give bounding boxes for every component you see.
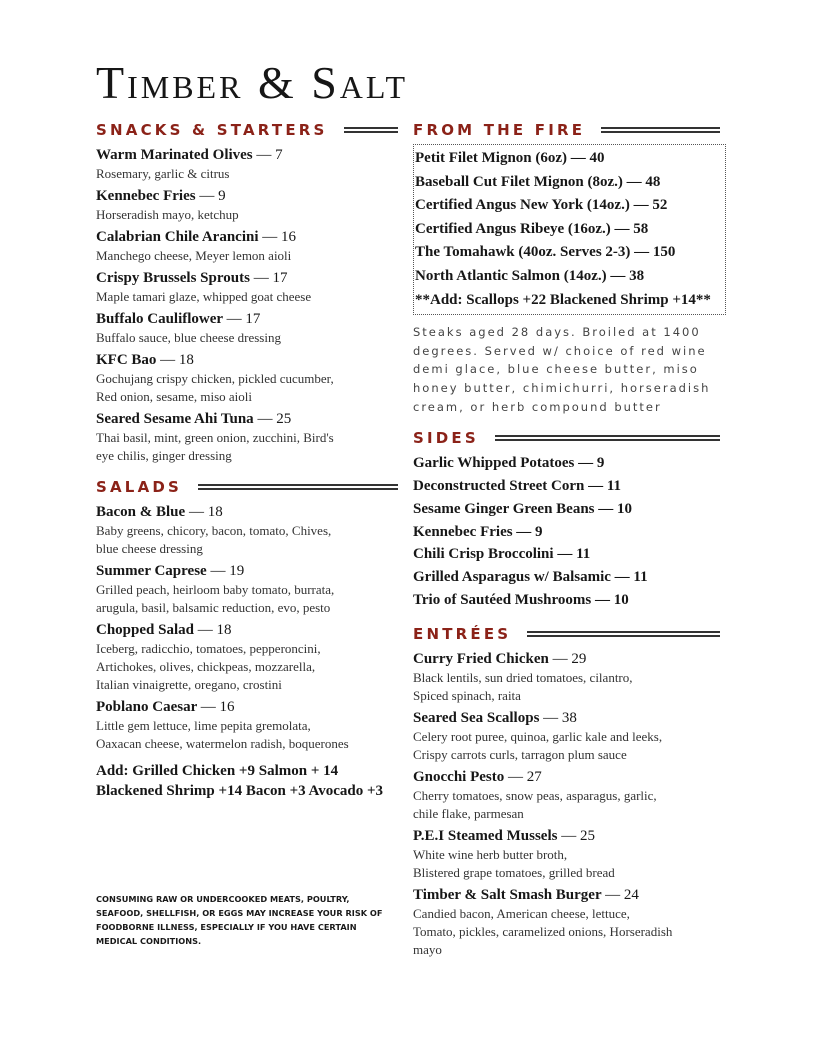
menu-item-price: — 18 (197, 622, 232, 638)
menu-item-heading (96, 698, 398, 717)
menu-item-name: Summer Caprese (96, 563, 207, 579)
food-safety-disclaimer: CONSUMING RAW OR UNDERCOOKED MEATS, POULTRY, SEAFOOD, SHELLFISH, OR EGGS MAY INCREASE YOUR RISK OF FOODBORNE ILLNESS, ESPECIALLY IF YOU HAVE CERTAIN MEDICAL CONDITIONS. (96, 894, 383, 946)
menu-item-description: Horseradish mayo, ketchup (96, 207, 239, 222)
menu-item (96, 351, 398, 406)
menu-item-price: — 18 (188, 504, 223, 520)
menu-item-price: — 27 (508, 768, 542, 785)
salads-title: SALADS (96, 478, 183, 496)
restaurant-title: Timber & Salt (96, 57, 409, 108)
menu-item (96, 310, 398, 347)
entrees-list (413, 650, 720, 959)
menu-item-description: Tomato, pickles, caramelized onions, Horseradish (413, 923, 673, 939)
menu-item-description: Red onion, sesame, miso aioli (96, 389, 252, 404)
menu-item (96, 410, 398, 465)
menu-item-description: Grilled peach, heirloom baby tomato, burrata, (96, 582, 335, 597)
menu-item-price: — 24 (605, 886, 639, 903)
left-column (96, 120, 398, 801)
menu-item-description: Cherry tomatoes, snow peas, asparagus, garlic, (413, 787, 657, 803)
menu-item-name: Seared Sea Scallops (413, 709, 540, 726)
menu-item-heading (96, 562, 398, 581)
salad-addons: Add: Grilled Chicken +9 Salmon + 14 Blackened Shrimp +14 Bacon +3 Avocado +3 (96, 763, 384, 799)
menu-item-description: Rosemary, garlic & citrus (96, 166, 230, 181)
menu-item (96, 503, 398, 558)
menu-item-description: Manchego cheese, Meyer lemon aioli (96, 248, 292, 263)
menu-item-price: — 17 (226, 311, 261, 327)
menu-item-description: Maple tamari glaze, whipped goat cheese (96, 289, 312, 304)
menu-item-description: Thai basil, mint, green onion, zucchini, Bird's (96, 430, 334, 445)
menu-item-price: — 16 (200, 699, 235, 715)
menu-item (96, 187, 398, 224)
menu-item-price: — 9 (199, 188, 226, 204)
menu-item-heading (96, 228, 398, 247)
fire-menu-item: North Atlantic Salmon (14oz.) — 38 (415, 267, 645, 284)
side-menu-item: Grilled Asparagus w/ Balsamic — 11 (413, 569, 648, 586)
fire-header (413, 120, 720, 140)
menu-item-name: Curry Fried Chicken (413, 650, 549, 667)
menu-item-heading (413, 827, 720, 846)
menu-item-name: Crispy Brussels Sprouts (96, 270, 250, 286)
menu-item-description: Iceberg, radicchio, tomatoes, pepperoncini, (96, 641, 321, 656)
entrees-title: ENTRÉES (413, 624, 512, 643)
fire-list (413, 144, 726, 315)
menu-item-name: KFC Bao (96, 352, 157, 368)
menu-item-name: Kennebec Fries (96, 188, 196, 204)
right-column (413, 120, 720, 963)
menu-item-price: — 38 (543, 709, 577, 726)
menu-item (96, 562, 398, 617)
menu-item-description: Blistered grape tomatoes, grilled bread (413, 864, 615, 880)
sides-list (413, 452, 720, 612)
section-rule (601, 127, 720, 133)
sides-header (413, 428, 720, 448)
menu-item-description: Black lentils, sun dried tomatoes, cilantro, (413, 669, 633, 685)
side-menu-item: Garlic Whipped Potatoes — 9 (413, 455, 605, 472)
menu-item-description: blue cheese dressing (96, 541, 203, 556)
menu-item-name: Warm Marinated Olives (96, 147, 253, 163)
snacks-list (96, 146, 398, 465)
fire-menu-item: Baseball Cut Filet Mignon (8oz.) — 48 (415, 173, 661, 190)
menu-item (96, 621, 398, 694)
menu-item-heading (96, 310, 398, 329)
menu-item-heading (96, 621, 398, 640)
menu-item-description: Spiced spinach, raita (413, 687, 521, 703)
fire-menu-item: The Tomahawk (40oz. Serves 2-3) — 150 (415, 244, 676, 261)
menu-item-description: Crispy carrots curls, tarragon plum sauce (413, 746, 627, 762)
menu-item-heading (413, 650, 720, 669)
menu-item-description: Gochujang crispy chicken, pickled cucumber, (96, 371, 334, 386)
section-rule (495, 435, 720, 441)
menu-item-heading (96, 503, 398, 522)
menu-item-description: mayo (413, 941, 442, 957)
steak-note: Steaks aged 28 days. Broiled at 1400 degrees. Served w/ choice of red wine demi glace, blue cheese butter, miso honey butter, chimichurri, horseradish cream, or herb compound butter (413, 325, 711, 414)
menu-item-price: — 19 (210, 563, 245, 579)
menu-item-price: — 29 (552, 650, 587, 667)
section-rule (344, 127, 398, 133)
menu-item-heading (413, 768, 720, 787)
menu-item-name: Buffalo Cauliflower (96, 311, 223, 327)
menu-item-name: P.E.I Steamed Mussels (413, 827, 558, 844)
menu-item-name: Timber & Salt Smash Burger (413, 886, 602, 903)
menu-item-heading (96, 410, 398, 429)
side-menu-item: Chili Crisp Broccolini — 11 (413, 546, 591, 563)
menu-item-price: — 7 (256, 147, 283, 163)
section-rule (198, 484, 398, 490)
fire-menu-item: Certified Angus Ribeye (16oz.) — 58 (415, 220, 649, 237)
salads-header (96, 477, 398, 497)
menu-item-name: Calabrian Chile Arancini (96, 229, 259, 245)
menu-item-name: Chopped Salad (96, 622, 194, 638)
menu-item (96, 269, 398, 306)
fire-menu-item: Petit Filet Mignon (6oz) — 40 (415, 150, 605, 166)
menu-item-description: Candied bacon, American cheese, lettuce, (413, 905, 630, 921)
snacks-header (96, 120, 398, 140)
menu-item-price: — 17 (253, 270, 288, 286)
menu-item-description: Buffalo sauce, blue cheese dressing (96, 330, 281, 345)
menu-item-name: Poblano Caesar (96, 699, 197, 715)
menu-item-description: Oaxacan cheese, watermelon radish, boquerones (96, 736, 349, 751)
menu-item (96, 698, 398, 753)
menu-item (413, 886, 720, 959)
menu-item-name: Seared Sesame Ahi Tuna (96, 411, 254, 427)
salads-list (96, 503, 398, 753)
menu-item-heading (413, 709, 720, 728)
section-rule (527, 631, 720, 637)
menu-item-description: eye chilis, ginger dressing (96, 448, 232, 463)
side-menu-item: Kennebec Fries — 9 (413, 523, 543, 540)
menu-item-heading (96, 269, 398, 288)
side-menu-item: Deconstructed Street Corn — 11 (413, 477, 622, 494)
menu-item-description: White wine herb butter broth, (413, 846, 568, 862)
menu-item-description: Artichokes, olives, chickpeas, mozzarella, (96, 659, 316, 674)
menu-item-description: Italian vinaigrette, oregano, crostini (96, 677, 282, 692)
menu-item (413, 827, 720, 882)
menu-item-price: — 25 (257, 411, 292, 427)
menu-item-heading (413, 886, 720, 905)
menu-item-heading (96, 351, 398, 370)
entrees-header (413, 624, 720, 644)
menu-item-price: — 25 (561, 827, 595, 844)
menu-item-description: chile flake, parmesan (413, 805, 524, 821)
menu-item (413, 709, 720, 764)
menu-item-description: Little gem lettuce, lime pepita gremolata, (96, 718, 311, 733)
side-menu-item: Sesame Ginger Green Beans — 10 (413, 500, 633, 517)
fire-title: FROM THE FIRE (413, 121, 586, 139)
menu-item-price: — 16 (262, 229, 297, 245)
menu-item (96, 146, 398, 183)
menu-item-heading (96, 146, 398, 165)
menu-item-description: Baby greens, chicory, bacon, tomato, Chives, (96, 523, 332, 538)
menu-item-heading (96, 187, 398, 206)
menu-item-description: arugula, basil, balsamic reduction, evo, pesto (96, 600, 331, 615)
fire-menu-item: Certified Angus New York (14oz.) — 52 (415, 197, 668, 214)
fire-menu-item: **Add: Scallops +22 Blackened Shrimp +14** (415, 291, 711, 308)
menu-item-description: Celery root puree, quinoa, garlic kale and leeks, (413, 728, 663, 744)
menu-item (413, 650, 720, 705)
side-menu-item: Trio of Sautéed Mushrooms — 10 (413, 591, 629, 608)
menu-item-price: — 18 (160, 352, 194, 368)
menu-item-name: Gnocchi Pesto (413, 768, 505, 785)
sides-title: SIDES (413, 429, 479, 448)
menu-item (96, 228, 398, 265)
menu-item (413, 768, 720, 823)
snacks-title: SNACKS & STARTERS (96, 121, 328, 139)
menu-item-name: Bacon & Blue (96, 504, 186, 520)
